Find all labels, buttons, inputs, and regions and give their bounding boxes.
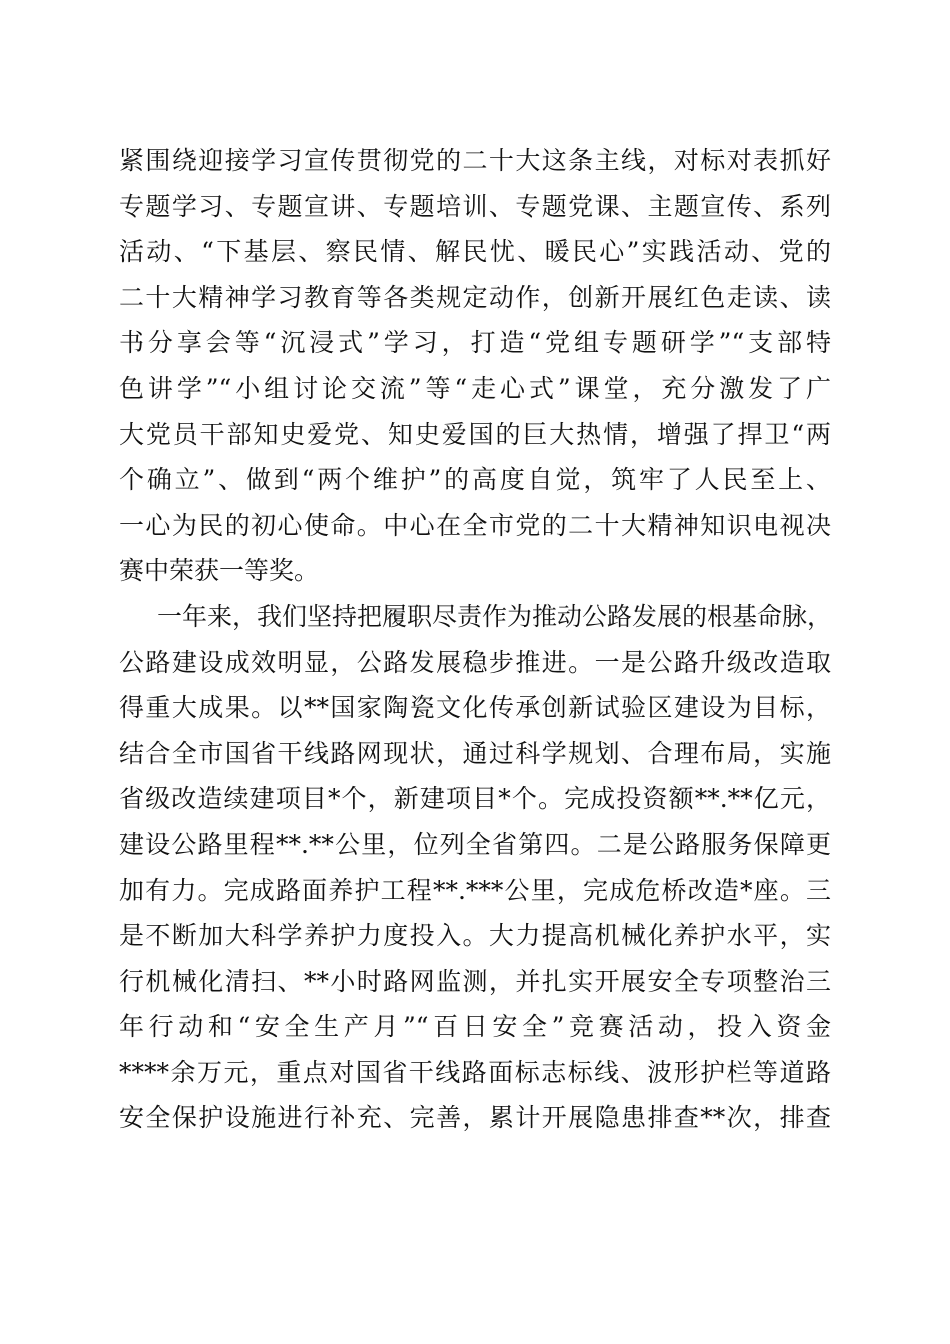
body-text <box>119 138 831 1141</box>
text-line: 省级改造续建项目*个，新建项目*个。完成投资额**.**亿元， <box>119 784 831 814</box>
text-line: 专题学习、专题宣讲、专题培训、专题党课、主题宣传、系列 <box>119 191 831 221</box>
text-line: 紧围绕迎接学习宣传贯彻党的二十大这条主线，对标对表抓好 <box>119 146 831 175</box>
text-line: 赛中荣获一等奖。 <box>119 556 320 586</box>
text-line: 一年来，我们坚持把履职尽责作为推动公路发展的根基命脉， <box>157 601 833 631</box>
text-line: 公路建设成效明显，公路发展稳步推进。一是公路升级改造取 <box>119 647 831 677</box>
text-line: 二十大精神学习教育等各类规定动作，创新开展红色走读、读 <box>119 282 831 312</box>
text-line: 大党员干部知史爱党、知史爱国的巨大热情，增强了捍卫“两 <box>119 419 831 449</box>
paragraph-1 <box>119 138 831 594</box>
text-line: 安全保护设施进行补充、完善，累计开展隐患排查**次，排查 <box>119 1103 831 1133</box>
text-line: 活动、“下基层、察民情、解民忧、暖民心”实践活动、党的 <box>119 237 831 267</box>
text-line: 结合全市国省干线路网现状，通过科学规划、合理布局，实施 <box>119 738 831 768</box>
text-line: 是不断加大科学养护力度投入。大力提高机械化养护水平，实 <box>119 921 831 951</box>
text-line: 色讲学”“小组讨论交流”等“走心式”课堂，充分激发了广 <box>119 373 831 403</box>
text-line: ****余万元，重点对国省干线路面标志标线、波形护栏等道路 <box>119 1057 831 1087</box>
text-line: 书分享会等“沉浸式”学习，打造“党组专题研学”“支部特 <box>119 328 831 358</box>
text-line: 一心为民的初心使命。中心在全市党的二十大精神知识电视决 <box>119 510 831 540</box>
text-line: 行机械化清扫、**小时路网监测，并扎实开展安全专项整治三 <box>119 966 831 996</box>
text-line: 建设公路里程**.**公里，位列全省第四。二是公路服务保障更 <box>119 829 831 859</box>
text-line: 得重大成果。以**国家陶瓷文化传承创新试验区建设为目标， <box>119 693 831 723</box>
text-line: 年行动和“安全生产月”“百日安全”竞赛活动，投入资金 <box>119 1012 831 1042</box>
paragraph-2 <box>119 594 831 1141</box>
text-line: 个确立”、做到“两个维护”的高度自觉，筑牢了人民至上、 <box>119 465 831 495</box>
text-line: 加有力。完成路面养护工程**.***公里，完成危桥改造*座。三 <box>119 875 831 905</box>
